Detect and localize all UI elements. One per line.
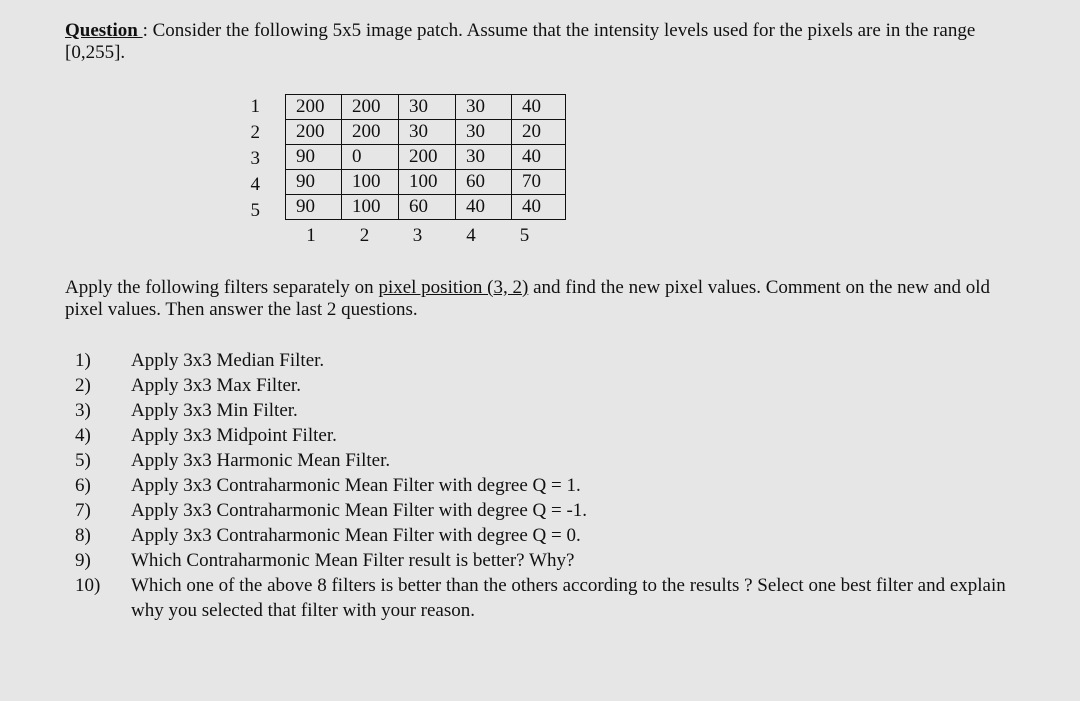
item-number: 5) xyxy=(75,450,91,471)
row-index: 4 xyxy=(250,174,260,195)
item-text: Apply 3x3 Median Filter. xyxy=(131,350,325,371)
list-item xyxy=(75,423,1025,448)
pixel-cell: 200 xyxy=(342,95,399,120)
pixel-cell: 30 xyxy=(399,120,456,145)
table-row xyxy=(286,95,566,120)
pixel-cell: 200 xyxy=(286,120,342,145)
column-index: 5 xyxy=(519,225,530,246)
column-index: 2 xyxy=(359,225,370,246)
row-index: 2 xyxy=(250,122,260,143)
list-item xyxy=(75,473,1025,498)
instruction-text-after: and find the new pixel values. Comment on the new and old pixel values. Then answer the last 2 questions. xyxy=(65,277,991,320)
pixel-cell: 40 xyxy=(456,195,512,220)
item-text: Apply 3x3 Max Filter. xyxy=(131,375,301,396)
column-index-labels xyxy=(285,224,550,248)
table-row xyxy=(286,145,566,170)
row-index-labels xyxy=(240,94,260,224)
question-label: Question xyxy=(65,20,143,41)
pixel-cell: 60 xyxy=(456,170,512,195)
item-text: Which one of the above 8 filters is better than the others according to the results ? Select one best filter and explain why you selected that filter with your reason. xyxy=(131,575,1006,621)
item-text: Apply 3x3 Harmonic Mean Filter. xyxy=(131,450,391,471)
item-number: 6) xyxy=(75,475,91,496)
task-list xyxy=(65,348,1025,623)
item-number: 8) xyxy=(75,525,91,546)
column-index: 4 xyxy=(466,225,476,246)
pixel-cell: 40 xyxy=(512,145,566,170)
question-paragraph xyxy=(65,20,1025,64)
table-row xyxy=(286,170,566,195)
pixel-position: pixel position (3, 2) xyxy=(378,277,529,298)
column-index: 1 xyxy=(306,225,316,246)
list-item xyxy=(75,498,1025,523)
item-text: Apply 3x3 Contraharmonic Mean Filter with degree Q = -1. xyxy=(131,500,588,521)
item-text: Apply 3x3 Min Filter. xyxy=(131,400,298,421)
list-item xyxy=(75,573,1025,623)
pixel-cell: 30 xyxy=(399,95,456,120)
item-text: Apply 3x3 Midpoint Filter. xyxy=(131,425,337,446)
pixel-cell: 100 xyxy=(342,195,399,220)
column-index: 3 xyxy=(412,225,423,246)
list-item xyxy=(75,523,1025,548)
row-index: 1 xyxy=(250,96,260,117)
pixel-cell: 0 xyxy=(342,145,399,170)
table-row xyxy=(286,195,566,220)
list-item xyxy=(75,373,1025,398)
item-text: Apply 3x3 Contraharmonic Mean Filter with degree Q = 0. xyxy=(131,525,581,546)
item-number: 9) xyxy=(75,550,91,571)
list-item xyxy=(75,548,1025,573)
pixel-cell: 90 xyxy=(286,195,342,220)
pixel-cell: 30 xyxy=(456,145,512,170)
pixel-cell: 20 xyxy=(512,120,566,145)
pixel-cell: 30 xyxy=(456,120,512,145)
pixel-cell: 200 xyxy=(342,120,399,145)
table-row xyxy=(286,120,566,145)
item-number: 10) xyxy=(75,575,101,596)
instruction-text-before: Apply the following filters separately on xyxy=(65,277,379,298)
pixel-cell: 90 xyxy=(286,145,342,170)
instruction-paragraph xyxy=(65,277,1025,321)
pixel-cell: 200 xyxy=(286,95,342,120)
item-text: Which Contraharmonic Mean Filter result is better? Why? xyxy=(131,550,575,571)
pixel-cell: 60 xyxy=(399,195,456,220)
pixel-cell: 200 xyxy=(399,145,456,170)
item-number: 3) xyxy=(75,400,91,421)
pixel-cell: 40 xyxy=(512,95,566,120)
item-number: 4) xyxy=(75,425,91,446)
pixel-cell: 40 xyxy=(512,195,566,220)
pixel-table xyxy=(285,94,566,220)
pixel-cell: 30 xyxy=(456,95,512,120)
row-index: 3 xyxy=(250,148,260,169)
image-patch-matrix xyxy=(65,94,1025,249)
document-page xyxy=(65,20,1025,623)
list-item xyxy=(75,448,1025,473)
item-number: 1) xyxy=(75,350,91,371)
list-item xyxy=(75,398,1025,423)
pixel-cell: 90 xyxy=(286,170,342,195)
item-number: 7) xyxy=(75,500,91,521)
pixel-cell: 100 xyxy=(399,170,456,195)
pixel-cell: 70 xyxy=(512,170,566,195)
item-text: Apply 3x3 Contraharmonic Mean Filter with degree Q = 1. xyxy=(131,475,581,496)
question-text: : Consider the following 5x5 image patch. Assume that the intensity levels used for the pixels are in the range [0,255]. xyxy=(65,20,976,63)
pixel-cell: 100 xyxy=(342,170,399,195)
row-index: 5 xyxy=(250,200,260,221)
list-item xyxy=(75,348,1025,373)
item-number: 2) xyxy=(75,375,91,396)
